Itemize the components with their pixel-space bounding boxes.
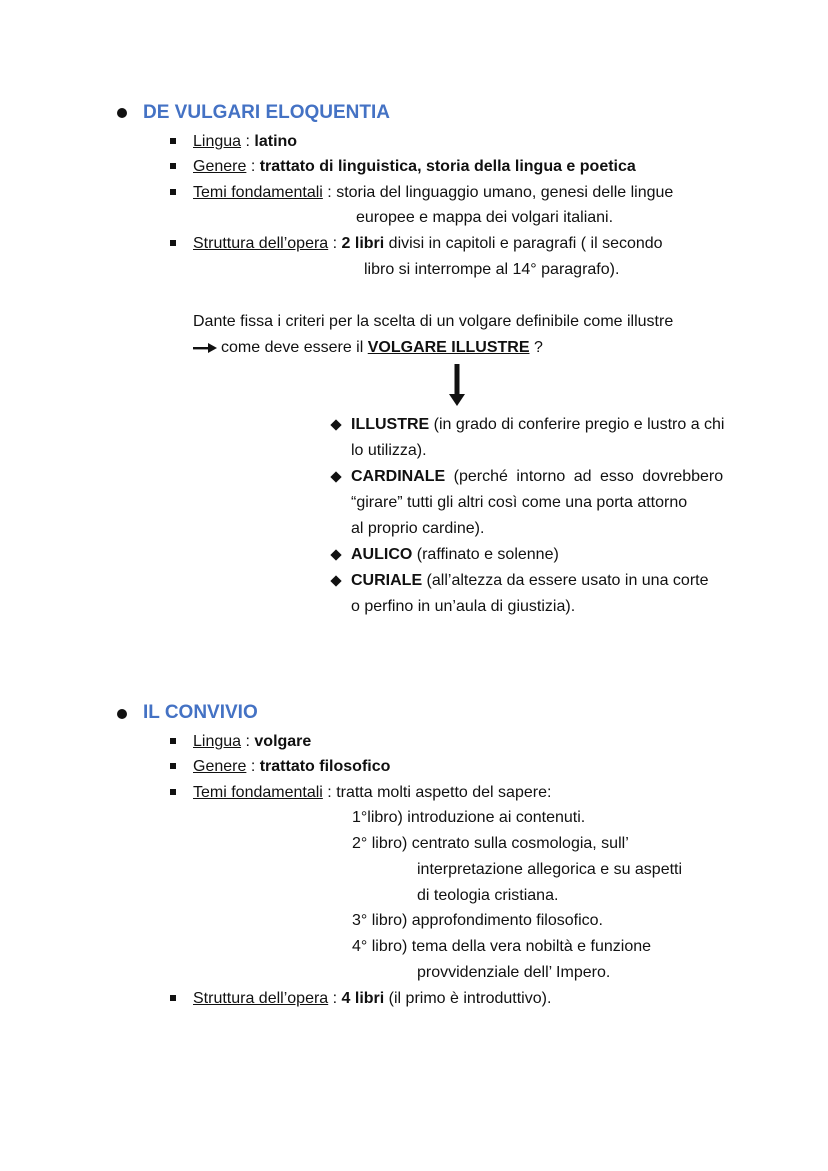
genere-value: trattato filosofico — [259, 758, 391, 775]
struttura-sep: : — [328, 235, 342, 252]
temi-row — [193, 182, 673, 204]
quality-illustre — [351, 414, 724, 436]
bullet-square-icon — [170, 738, 176, 744]
bullet-square-icon — [170, 163, 176, 169]
genere-sep: : — [246, 758, 260, 775]
quality-cardinale-cont2: al proprio cardine). — [351, 520, 485, 537]
lingua-row — [193, 731, 311, 753]
struttura-sep: : — [328, 990, 342, 1007]
bullet-square-icon — [170, 789, 176, 795]
arrow-right-icon — [193, 343, 217, 353]
quality-illustre-cont: lo utilizza). — [351, 442, 427, 459]
paragraph-line2-pre: come deve essere il — [221, 339, 368, 356]
quality-cardinale — [351, 466, 723, 488]
bullet-square-icon — [170, 763, 176, 769]
libro-2-line2: interpretazione allegorica e su aspetti — [417, 861, 683, 878]
quality-term: CURIALE — [351, 572, 423, 589]
genere-value: trattato di linguistica, storia della lingua e poetica — [259, 158, 636, 175]
quality-desc: (in grado di conferire pregio e lustro a chi — [429, 416, 725, 433]
bullet-dot-icon — [117, 108, 127, 118]
libro-3: 3° libro) approfondimento filosofico. — [352, 912, 603, 929]
quality-term: ILLUSTRE — [351, 416, 430, 433]
bullet-diamond-icon — [330, 419, 341, 430]
genere-label: Genere — [193, 158, 247, 175]
genere-row — [193, 756, 390, 778]
bullet-diamond-icon — [330, 575, 341, 586]
temi-value: tratta molti aspetto del sapere: — [336, 784, 552, 801]
bullet-dot-icon — [117, 709, 127, 719]
quality-term: CARDINALE — [351, 468, 446, 485]
libro-2-line1: 2° libro) centrato sulla cosmologia, sull’ — [352, 835, 629, 852]
struttura-rest: (il primo è introduttivo). — [384, 990, 552, 1007]
volgare-illustre-term: VOLGARE ILLUSTRE — [367, 339, 530, 356]
quality-term: AULICO — [351, 546, 413, 563]
struttura-rest: divisi in capitoli e paragrafi ( il secondo — [384, 235, 663, 252]
bullet-square-icon — [170, 189, 176, 195]
struttura-bold: 2 libri — [341, 235, 385, 252]
temi-label: Temi fondamentali — [193, 184, 323, 201]
section-title-de-vulgari: DE VULGARI ELOQUENTIA — [143, 102, 391, 123]
quality-desc: (all’altezza da essere usato in una corte — [422, 572, 709, 589]
quality-desc: (perché intorno ad esso dovrebbero — [445, 468, 724, 485]
lingua-sep: : — [241, 133, 255, 150]
quality-curiale — [351, 570, 709, 592]
lingua-label: Lingua — [193, 733, 242, 750]
struttura-line2: libro si interrompe al 14° paragrafo). — [364, 261, 620, 278]
libro-4-line2: provvidenziale dell’ Impero. — [417, 964, 611, 981]
genere-label: Genere — [193, 758, 247, 775]
struttura-row — [193, 988, 551, 1010]
bullet-diamond-icon — [330, 471, 341, 482]
quality-cardinale-cont1: “girare” tutti gli altri così come una porta attorno — [351, 494, 688, 511]
temi-sep: : — [322, 784, 337, 801]
struttura-label: Struttura dell’opera — [193, 990, 329, 1007]
temi-line2: europee e mappa dei volgari italiani. — [356, 209, 614, 226]
libro-2-line3: di teologia cristiana. — [417, 887, 559, 904]
temi-label: Temi fondamentali — [193, 784, 323, 801]
paragraph-line1: Dante fissa i criteri per la scelta di un volgare definibile come illustre — [193, 313, 674, 330]
libro-4-line1: 4° libro) tema della vera nobiltà e funzione — [352, 938, 652, 955]
struttura-row — [193, 233, 663, 255]
lingua-value: volgare — [254, 733, 312, 750]
genere-sep: : — [246, 158, 260, 175]
libro-1: 1°libro) introduzione ai contenuti. — [352, 809, 586, 826]
genere-row — [193, 156, 636, 178]
temi-row — [193, 782, 551, 804]
bullet-square-icon — [170, 138, 176, 144]
section-title-convivio: IL CONVIVIO — [143, 702, 258, 723]
quality-curiale-cont: o perfino in un’aula di giustizia). — [351, 598, 576, 615]
paragraph-line2 — [193, 337, 543, 359]
bullet-square-icon — [170, 240, 176, 246]
temi-line1: storia del linguaggio umano, genesi delle lingue — [336, 184, 674, 201]
bullet-square-icon — [170, 995, 176, 1001]
quality-aulico — [351, 544, 559, 566]
arrow-down-icon — [449, 364, 465, 406]
bullet-diamond-icon — [330, 549, 341, 560]
quality-desc: (raffinato e solenne) — [412, 546, 559, 563]
paragraph-line2-post: ? — [529, 339, 543, 356]
temi-sep: : — [322, 184, 337, 201]
lingua-sep: : — [241, 733, 255, 750]
struttura-label: Struttura dell’opera — [193, 235, 329, 252]
lingua-row — [193, 131, 297, 153]
lingua-value: latino — [254, 133, 298, 150]
lingua-label: Lingua — [193, 133, 242, 150]
struttura-bold: 4 libri — [341, 990, 385, 1007]
